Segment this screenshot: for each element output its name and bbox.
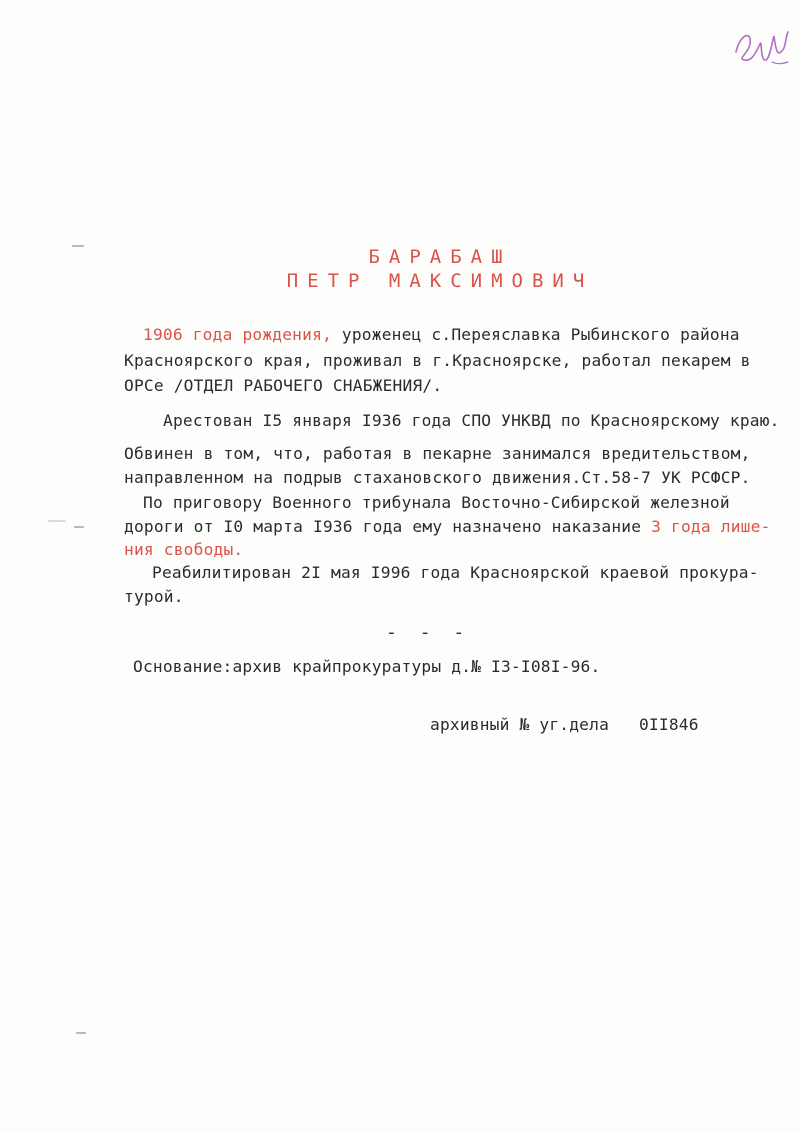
basis-reference: Основание:архив крайпрокуратуры д.№ I3-I08I-96. xyxy=(133,657,601,676)
paragraph-sentence-line-3: ния свободы. xyxy=(124,540,244,559)
archive-label: архивный № уг.дела xyxy=(430,715,610,734)
paragraph-birth-line-2: Красноярского края, проживал в г.Красноярске, работал пекарем в xyxy=(124,351,751,370)
person-surname: БАРАБАШ xyxy=(368,246,512,268)
margin-speck xyxy=(74,526,84,528)
paragraph-sentence-line-1: По приговору Военного трибунала Восточно-Сибирской железной xyxy=(143,493,730,512)
paragraph-charge-line-1: Обвинен в том, что, работая в пекарне занимался вредительством, xyxy=(124,444,751,463)
paragraph-birth-line-3: ОРСе /ОТДЕЛ РАБОЧЕГО СНАБЖЕНИЯ/. xyxy=(124,376,443,395)
person-given-names: ПЕТР МАКСИМОВИЧ xyxy=(286,270,594,292)
sentence-text: дороги от I0 марта I936 года ему назначено наказание xyxy=(124,517,652,536)
sentence-term-text: 3 года лише- xyxy=(651,517,771,536)
margin-speck xyxy=(76,1032,86,1034)
birth-year-text: 1906 года рождения, xyxy=(143,325,332,344)
paragraph-arrest: Арестован I5 января I936 года СПО УНКВД по Красноярскому краю. xyxy=(163,411,780,430)
paragraph-rehabilitation-line-2: турой. xyxy=(124,587,184,606)
paragraph-birth-line-1 xyxy=(143,324,740,346)
section-separator: - - - xyxy=(386,622,471,643)
archive-number: 0II846 xyxy=(638,715,699,734)
paragraph-charge-line-2: направленном на подрыв стахановского движения.Ст.58-7 УК РСФСР. xyxy=(124,468,751,487)
paragraph-sentence-line-2 xyxy=(124,516,770,538)
paragraph-rehabilitation-line-1: Реабилитирован 2I мая I996 года Красноярской краевой прокура- xyxy=(152,563,759,582)
margin-speck xyxy=(48,520,66,522)
birthplace-text: уроженец с.Переяславка Рыбинского района xyxy=(331,325,740,344)
archive-reference xyxy=(430,714,699,736)
handwritten-page-mark xyxy=(730,22,792,68)
